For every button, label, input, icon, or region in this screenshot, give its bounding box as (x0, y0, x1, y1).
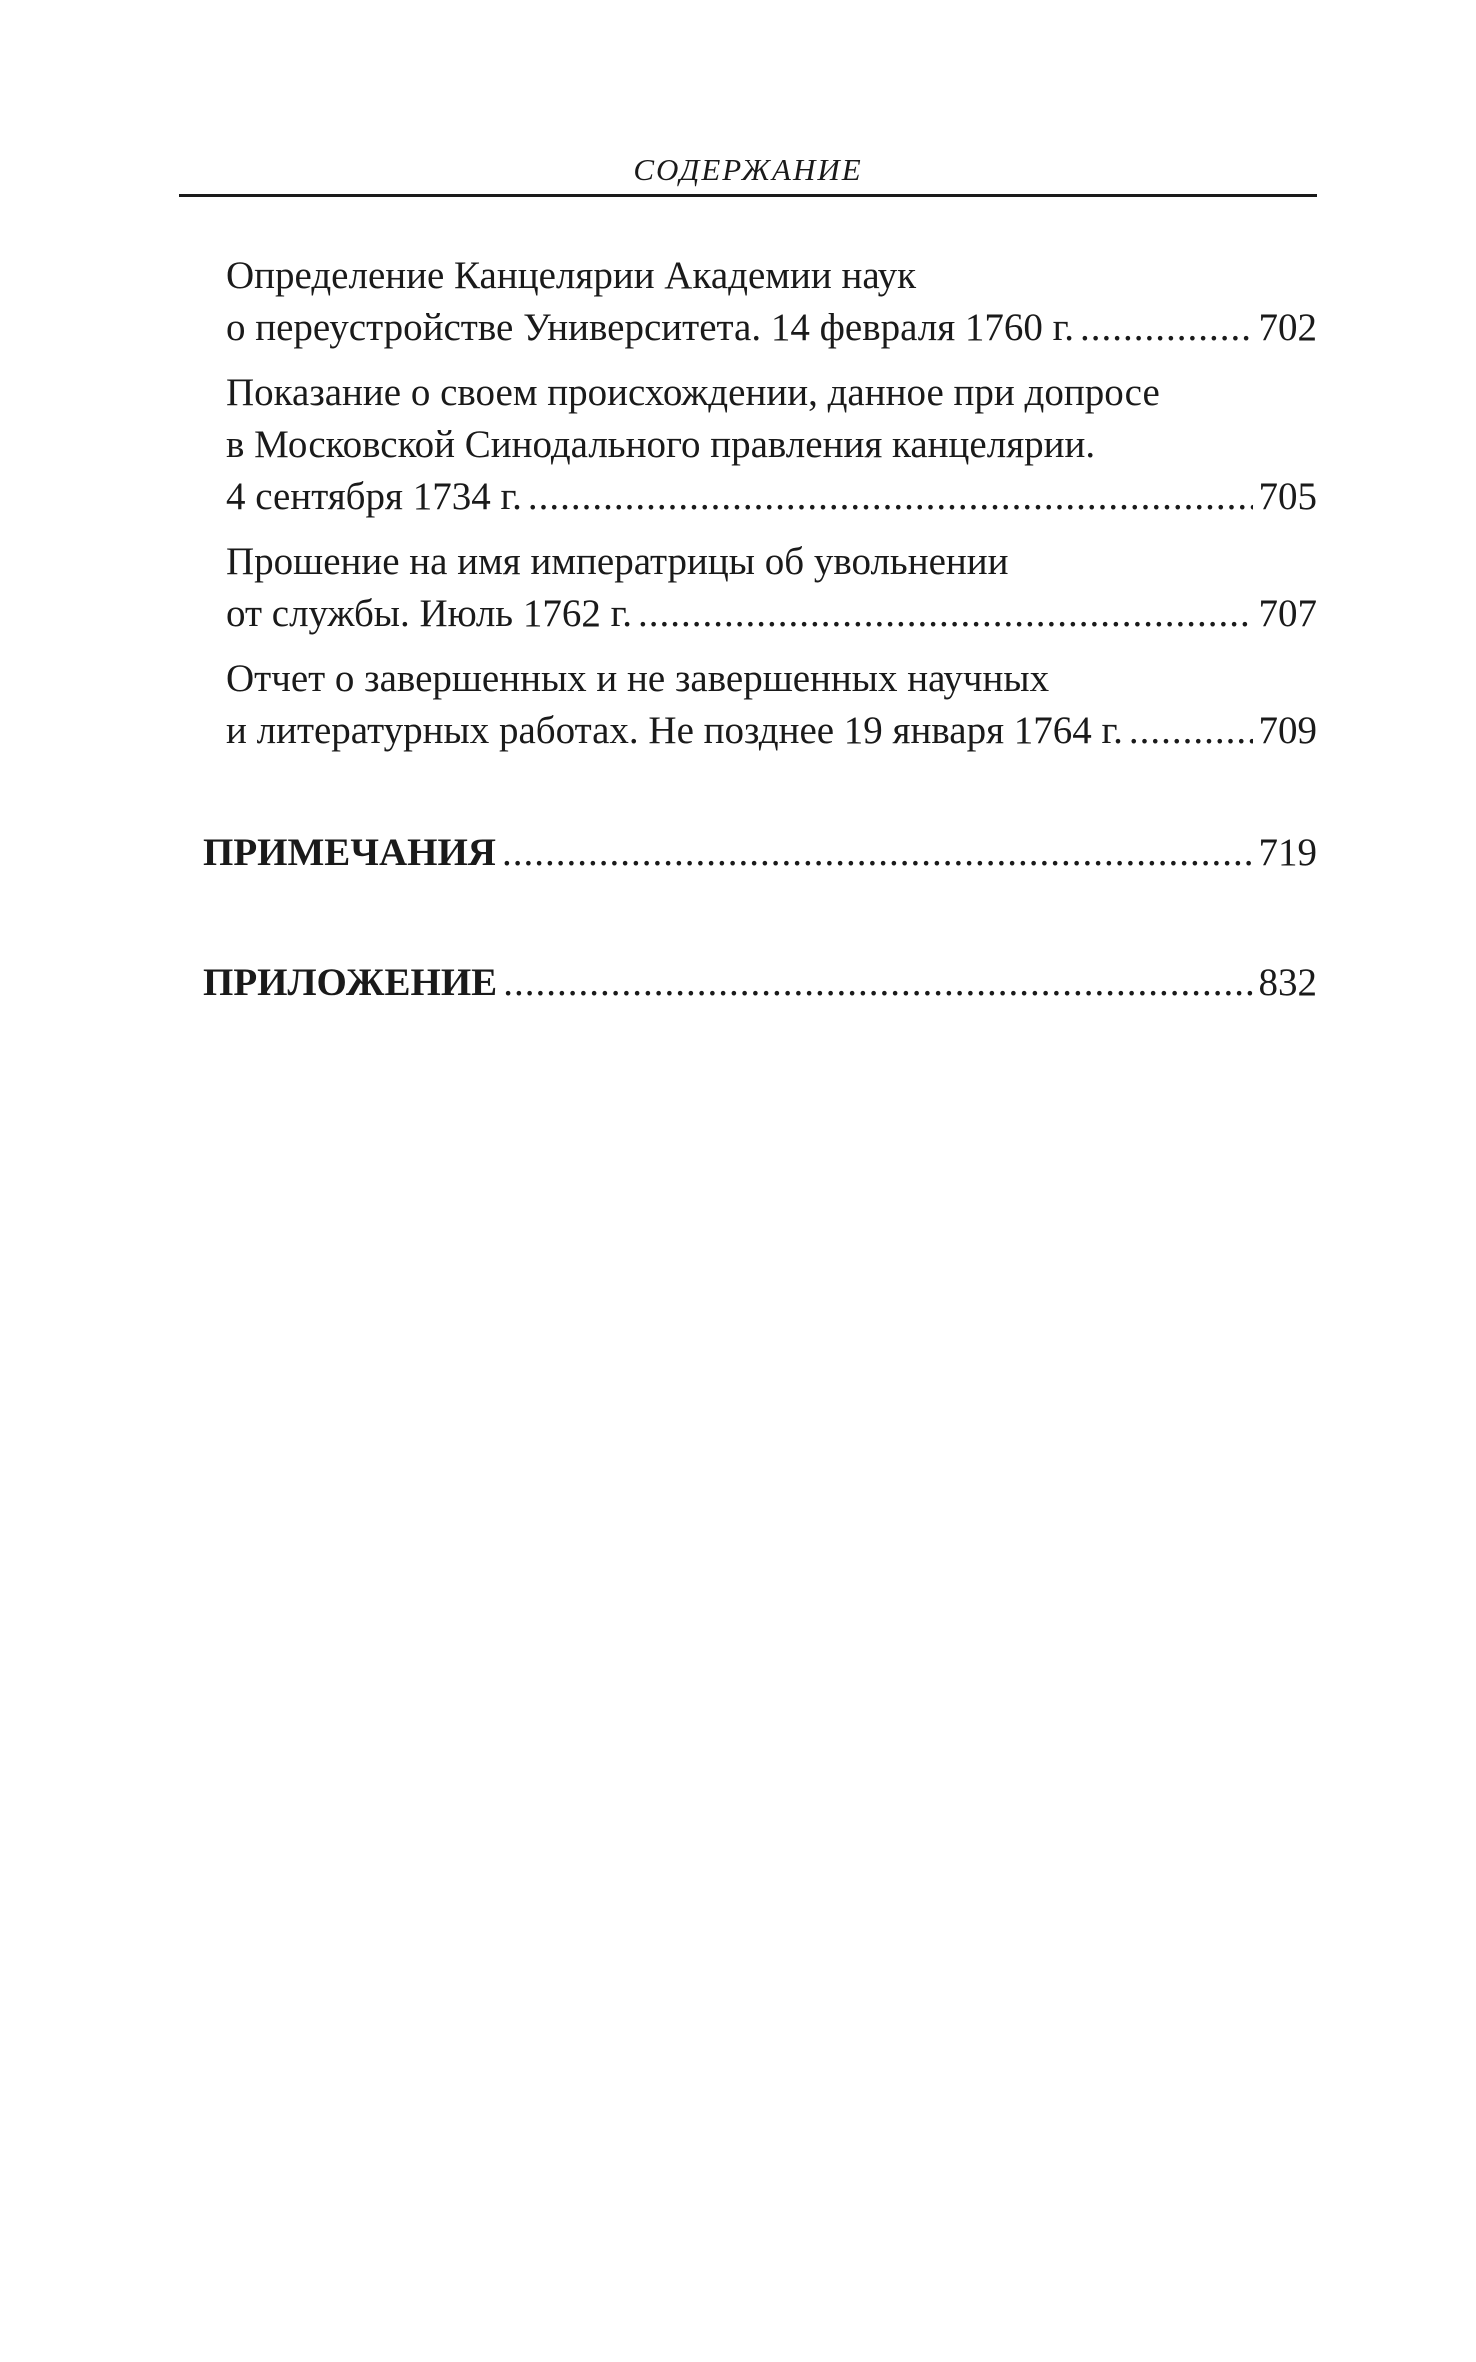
dot-leader (528, 471, 1253, 523)
page-number: 707 (1258, 592, 1317, 635)
toc-section-appendix[interactable] (203, 957, 1317, 1009)
toc-entry[interactable] (226, 367, 1317, 523)
dot-leader (502, 827, 1253, 879)
toc-section-title: ПРИМЕЧАНИЯ (203, 831, 496, 874)
toc-entry-title-line: в Московской Синодального правления канцелярии. (226, 423, 1096, 466)
toc-entry-title-line: о переустройстве Университета. 14 февраля 1760 г. (226, 306, 1075, 349)
toc-entry-title-line: от службы. Июль 1762 г. (226, 592, 632, 635)
toc-entry[interactable] (226, 536, 1317, 640)
toc-entry[interactable] (226, 653, 1317, 757)
page-number: 709 (1258, 709, 1317, 752)
toc-section-notes[interactable] (203, 827, 1317, 879)
toc-entry-leader-line (226, 471, 1317, 523)
toc-section-title: ПРИЛОЖЕНИЕ (203, 961, 498, 1004)
toc-entry-leader-line (226, 302, 1317, 354)
toc-section-leader-line (203, 957, 1317, 1009)
toc-entry-title-line: Прошение на имя императрицы об увольнении (226, 540, 1009, 583)
toc-entry-title-line: Определение Канцелярии Академии наук (226, 254, 917, 297)
dot-leader (503, 957, 1252, 1009)
page-number: 705 (1258, 475, 1317, 518)
page-number: 702 (1258, 306, 1317, 349)
toc-section-leader-line (203, 827, 1317, 879)
page-number: 719 (1258, 831, 1317, 874)
toc-entry-title-line: Показание о своем происхождении, данное при допросе (226, 371, 1160, 414)
toc-entry[interactable] (226, 250, 1317, 354)
page-number: 832 (1258, 961, 1317, 1004)
dot-leader (1129, 705, 1253, 757)
running-header: СОДЕРЖАНИЕ (633, 152, 863, 187)
dot-leader (1080, 302, 1252, 354)
toc-entry-leader-line (226, 588, 1317, 640)
header-rule (179, 194, 1317, 197)
toc-entry-title-line: 4 сентября 1734 г. (226, 475, 522, 518)
table-of-contents (0, 250, 1476, 1009)
dot-leader (638, 588, 1253, 640)
toc-entry-leader-line (226, 705, 1317, 757)
toc-entry-title-line: Отчет о завершенных и не завершенных научных (226, 657, 1050, 700)
toc-entry-title-line: и литературных работах. Не позднее 19 января 1764 г. (226, 709, 1123, 752)
